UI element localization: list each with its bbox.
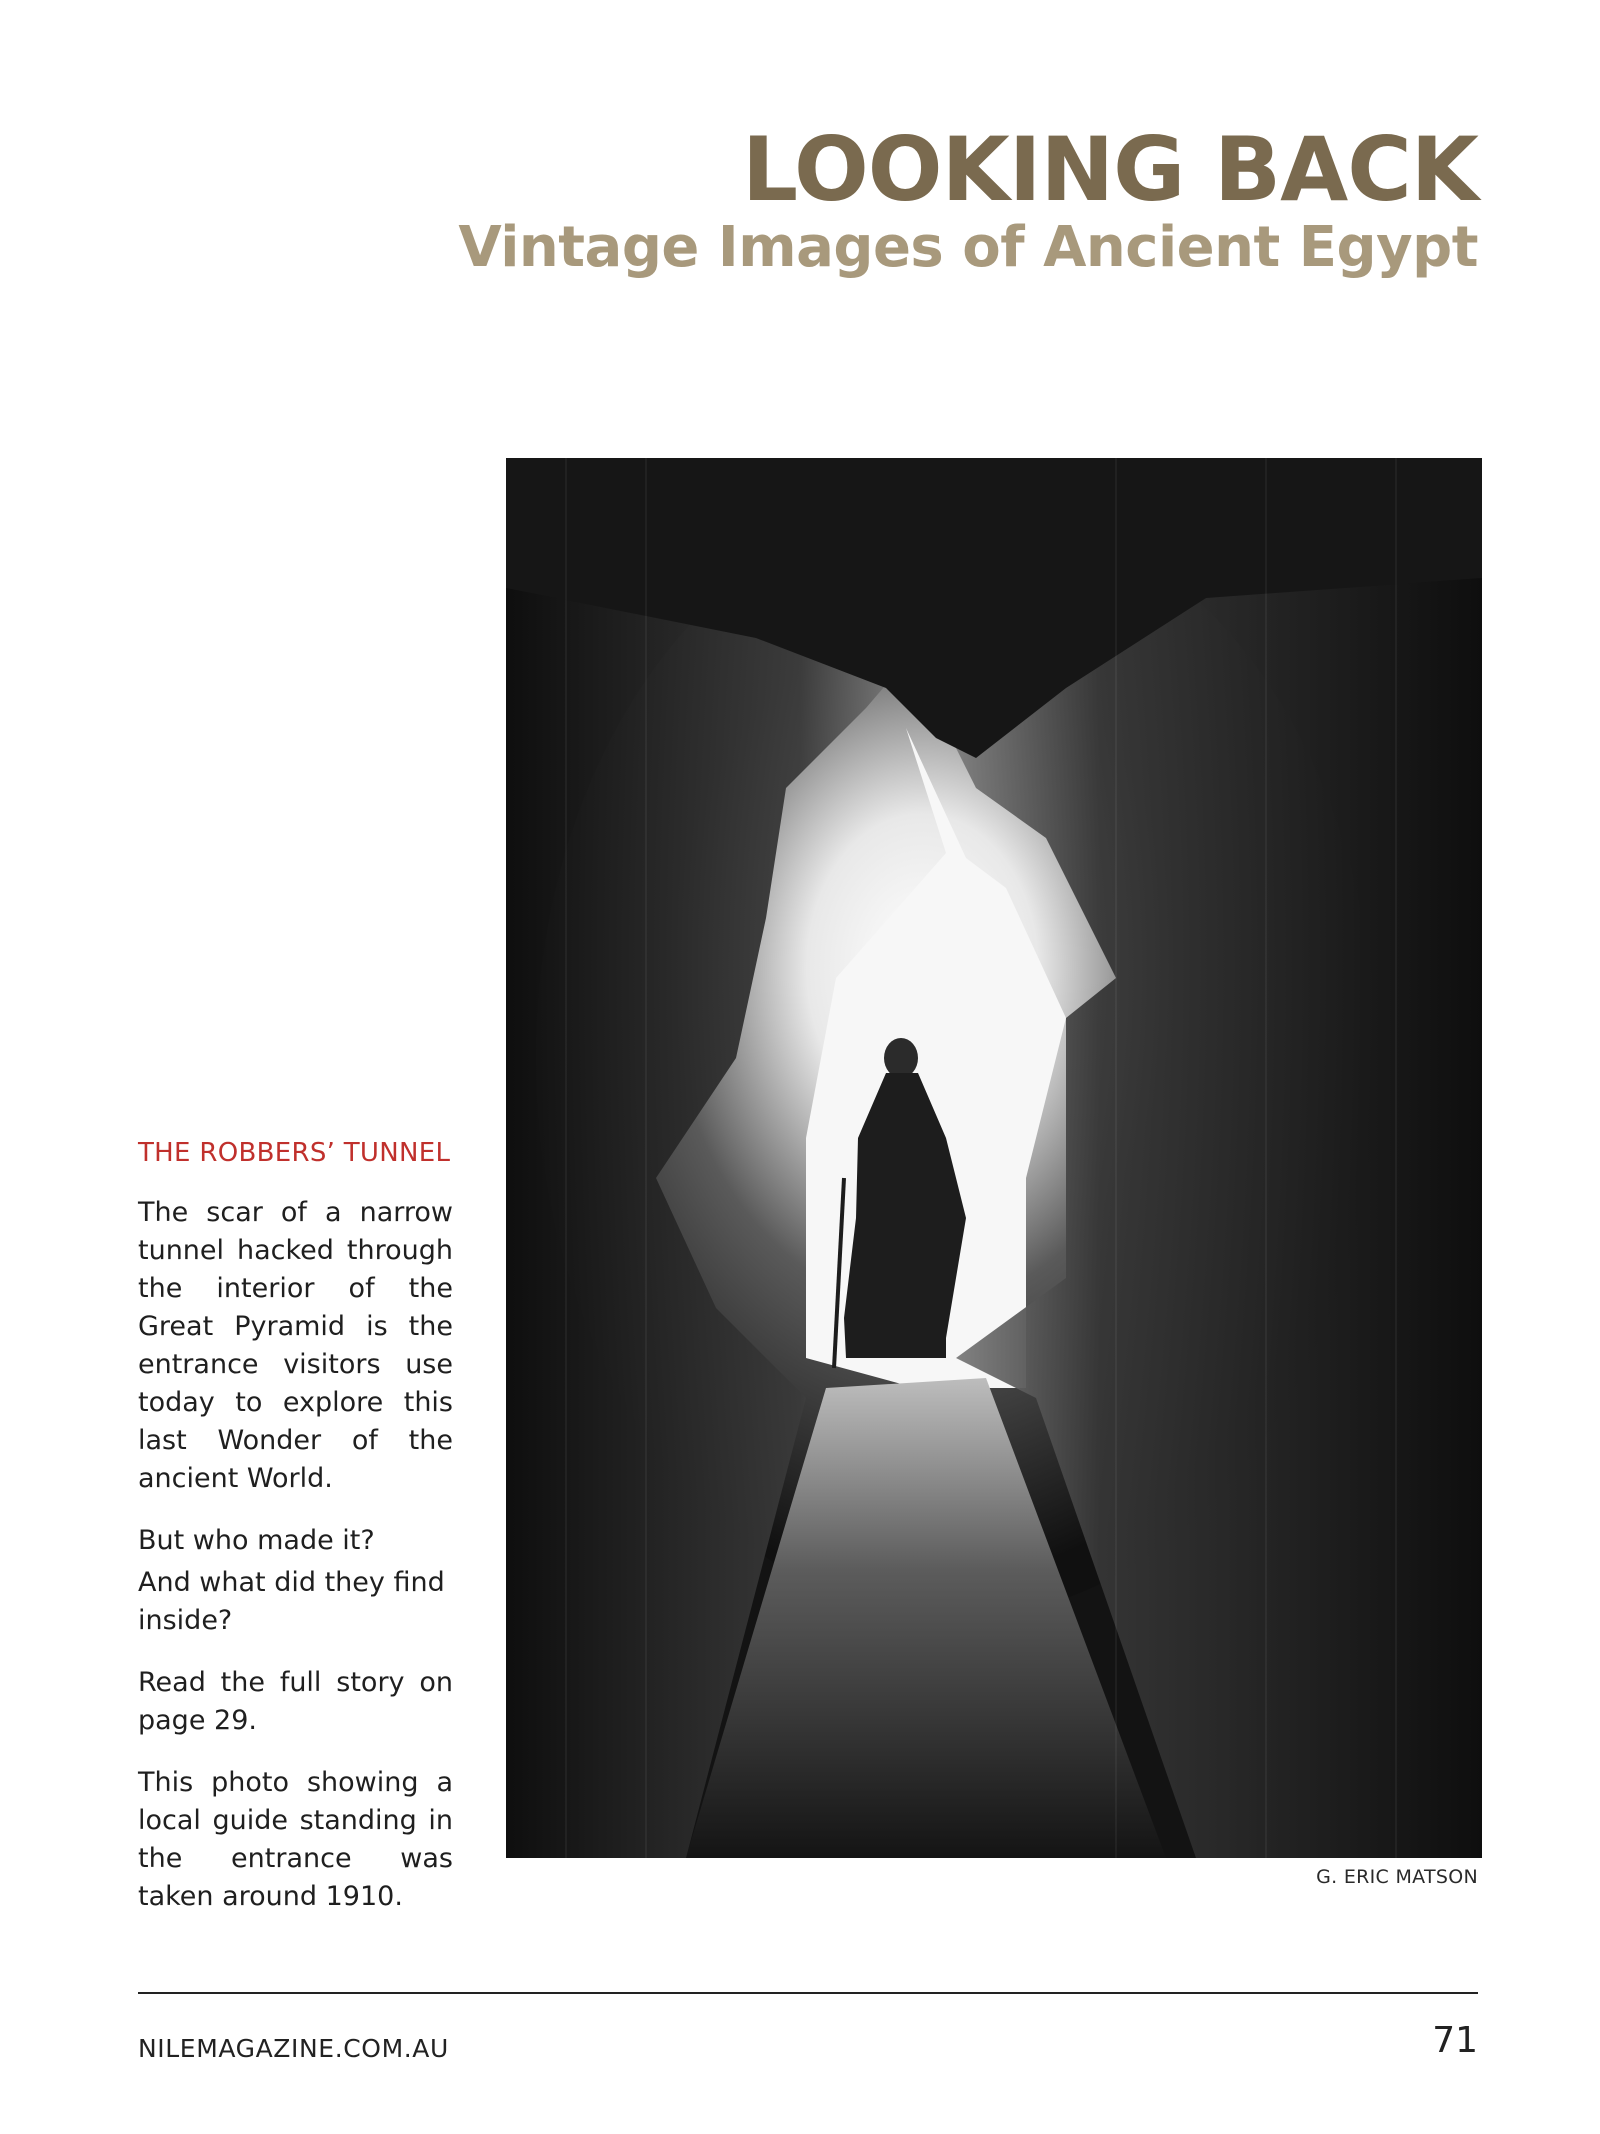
sidebar-paragraph: And what did they find inside?: [138, 1567, 445, 1636]
sidebar-paragraph: The scar of a narrow tunnel hacked through the interior of the Great Pyramid is the entrance visitors use today to explore this last Wonder of the ancient World.: [138, 1197, 453, 1494]
footer-site: NILEMAGAZINE.COM.AU: [138, 2034, 449, 2063]
footer-divider: [138, 1992, 1478, 1994]
sidebar-paragraph: This photo showing a local guide standing in the entrance was taken around 1910.: [138, 1767, 453, 1912]
sidebar-text: [138, 1138, 453, 1940]
sidebar-paragraph: Read the full story on page 29.: [138, 1667, 453, 1736]
photo-credit: G. ERIC MATSON: [1316, 1866, 1478, 1888]
sidebar-paragraph: But who made it?: [138, 1525, 375, 1556]
page-subtitle: Vintage Images of Ancient Egypt: [458, 215, 1478, 280]
page-header: [458, 120, 1478, 282]
tunnel-photo: [506, 458, 1482, 1858]
section-kicker: THE ROBBERS’ TUNNEL: [138, 1138, 451, 1168]
page-number: 71: [1432, 2020, 1478, 2061]
tunnel-photo-illustration: [506, 458, 1482, 1858]
page-title: LOOKING BACK: [742, 118, 1478, 221]
